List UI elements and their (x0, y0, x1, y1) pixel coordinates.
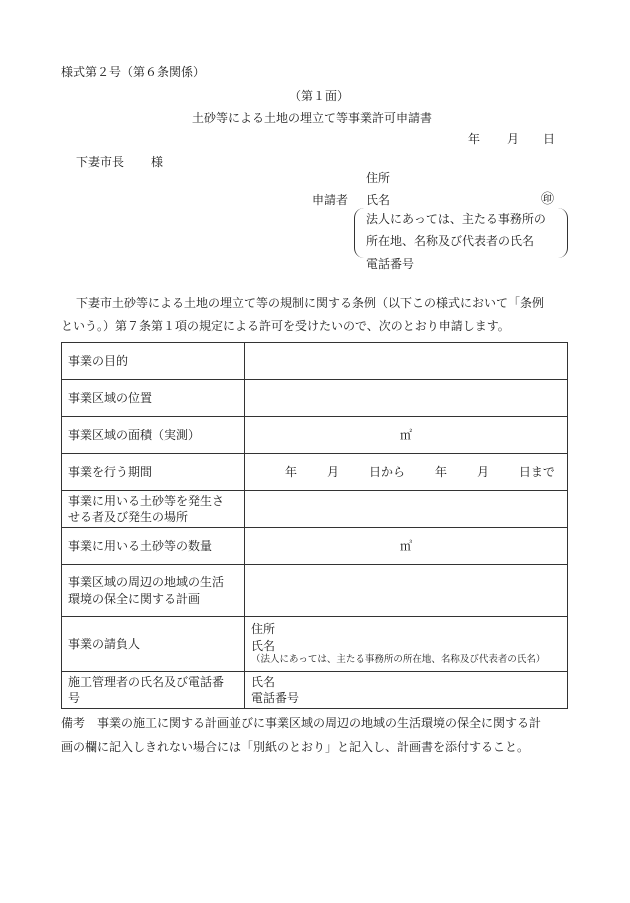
applicant-name-label: 氏名 (366, 193, 391, 207)
applicant-address-label: 住所 (366, 171, 391, 185)
addressee-honorific: 様 (151, 155, 164, 169)
remarks (61, 711, 569, 759)
period-end-day: 日まで (518, 464, 555, 479)
addressee-name: 下妻市長 (76, 155, 125, 169)
environment-plan-label (62, 565, 245, 617)
quantity-label: 事業に用いる土砂等の数量 (62, 528, 245, 565)
period-end-year: 年 (434, 464, 447, 479)
contractor-address-label: 住所 (251, 622, 276, 637)
quantity-unit: ㎥ (399, 538, 412, 553)
location-field[interactable] (245, 380, 568, 417)
intro-line2: という。）第７条第１項の規定による許可を受けたいので、次のとおり申請します。 (61, 319, 510, 333)
period-start-year: 年 (285, 464, 298, 479)
table-row (62, 417, 568, 454)
table-row (62, 454, 568, 491)
table-row (62, 343, 568, 380)
contractor-name-label: 氏名 (251, 638, 276, 653)
manager-label-line2: 号 (68, 691, 81, 705)
date-year: 年 (468, 132, 481, 146)
application-table (61, 342, 568, 709)
environment-plan-field[interactable] (245, 565, 568, 617)
period-end-month: 月 (476, 464, 489, 479)
table-row (62, 672, 568, 709)
location-label: 事業区域の位置 (62, 380, 245, 417)
intro-line1: 下妻市土砂等による土地の埋立て等の規制に関する条例（以下この様式において「条例 (76, 296, 545, 310)
manager-field[interactable] (245, 672, 568, 709)
area-field[interactable] (245, 417, 568, 454)
environment-label-line1: 事業区域の周辺の地域の生活 (68, 575, 225, 590)
period-start-day: 日から (368, 464, 405, 479)
quantity-field[interactable] (245, 528, 568, 565)
area-unit: ㎡ (399, 427, 412, 442)
page-side-label: （第１面） (289, 89, 350, 103)
contractor-label: 事業の請負人 (62, 617, 245, 672)
purpose-field[interactable] (245, 343, 568, 380)
contractor-field[interactable] (245, 617, 568, 672)
manager-name-label: 氏名 (251, 674, 276, 689)
table-row (62, 617, 568, 672)
table-row (62, 491, 568, 528)
period-label: 事業を行う期間 (62, 454, 245, 491)
remarks-line2: 画の欄に記入しきれない場合には「別紙のとおり」と記入し、計画書を添付すること。 (61, 740, 530, 754)
source-label (62, 491, 245, 528)
environment-label-line2: 環境の保全に関する計画 (68, 591, 201, 606)
corporation-note-line2: 所在地、名称及び代表者の氏名 (366, 234, 535, 248)
document-title: 土砂等による土地の埋立て等事業許可申請書 (192, 111, 433, 125)
table-row (62, 565, 568, 617)
table-row (62, 380, 568, 417)
applicant-label: 申請者 (312, 193, 349, 207)
date-month: 月 (507, 132, 520, 146)
contractor-note: （法人にあっては、主たる事務所の所在地、名称及び代表者の氏名） (251, 653, 546, 665)
manager-phone-label: 電話番号 (251, 691, 300, 705)
source-field[interactable] (245, 491, 568, 528)
seal-mark: ㊞ (541, 192, 555, 207)
period-dates (251, 464, 561, 480)
table-row (62, 528, 568, 565)
form-number: 様式第２号（第６条関係） (61, 65, 206, 79)
manager-label-line1: 施工管理者の氏名及び電話番 (68, 674, 225, 689)
date-day: 日 (543, 132, 556, 146)
remarks-line1: 備考 事業の施工に関する計画並びに事業区域の周辺の地域の生活環境の保全に関する計 (61, 716, 542, 730)
source-label-line1: 事業に用いる土砂等を発生さ (68, 493, 225, 508)
applicant-phone-label: 電話番号 (366, 257, 415, 271)
period-start-month: 月 (326, 464, 339, 479)
purpose-label: 事業の目的 (62, 343, 245, 380)
area-label: 事業区域の面積（実測） (62, 417, 245, 454)
manager-label (62, 672, 245, 709)
source-label-line2: せる者及び発生の場所 (68, 510, 189, 524)
corporation-note-line1: 法人にあっては、主たる事務所の (366, 212, 546, 226)
period-field[interactable] (245, 454, 568, 491)
